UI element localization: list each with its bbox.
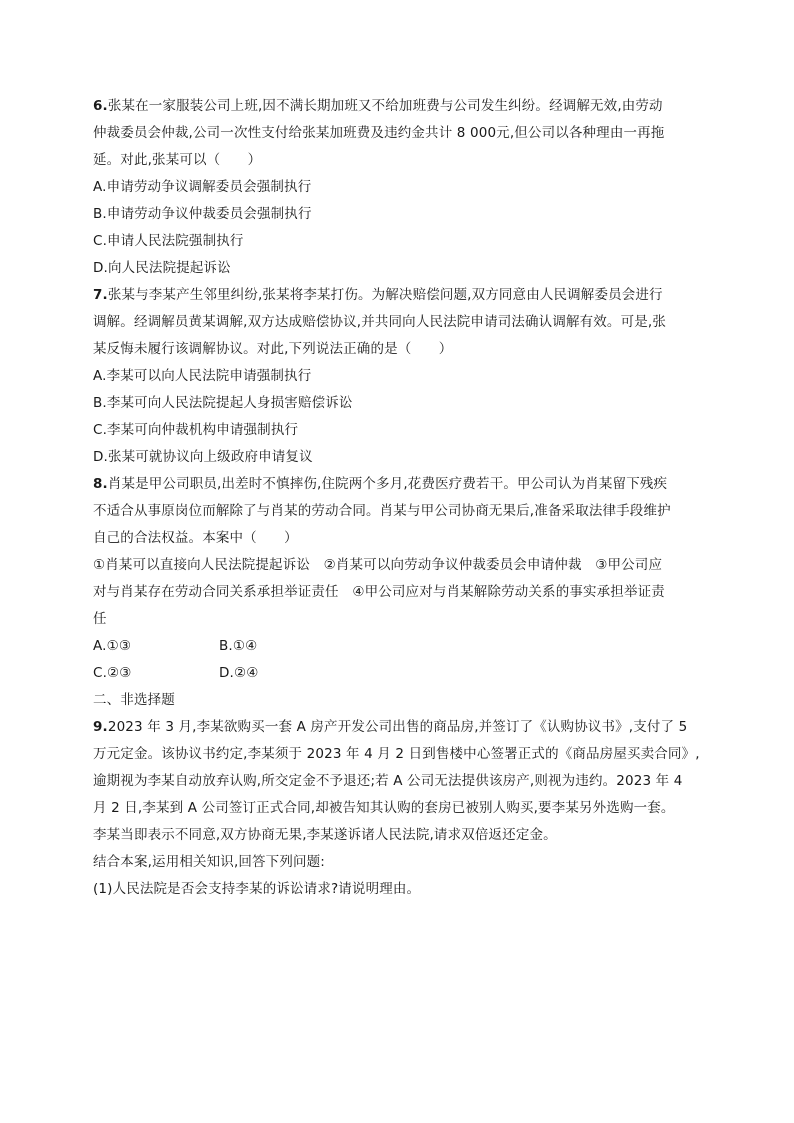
q8-statements-line-3: 任	[93, 611, 107, 627]
q8-statements-line-2: 对与肖某存在劳动合同关系承担举证责任 ④甲公司应对与肖某解除劳动关系的事实承担举证责	[93, 584, 665, 600]
q8-line-1: 8.肖某是甲公司职员,出差时不慎摔伤,住院两个多月,花费医疗费若干。甲公司认为肖某留下残疾	[93, 476, 668, 492]
document-page	[93, 93, 715, 903]
q8-option-c: C.②③	[93, 665, 132, 681]
q8-option-b: B.①④	[219, 638, 258, 654]
q8-line-3: 自己的合法权益。本案中（ ）	[93, 530, 298, 546]
q7-number: 7.	[93, 287, 108, 303]
q8-option-a: A.①③	[93, 638, 132, 654]
q7-option-c: C.李某可向仲裁机构申请强制执行	[93, 422, 299, 438]
q9-number: 9.	[93, 719, 108, 735]
q9-instruction: 结合本案,运用相关知识,回答下列问题:	[93, 854, 325, 870]
q6-option-c: C.申请人民法院强制执行	[93, 233, 244, 249]
q6-line-1: 6.张某在一家服装公司上班,因不满长期加班又不给加班费与公司发生纠纷。经调解无效,由劳动	[93, 98, 663, 114]
q7-line-1: 7.张某与李某产生邻里纠纷,张某将李某打伤。为解决赔偿问题,双方同意由人民调解委员会进行	[93, 287, 663, 303]
q6-option-b: B.申请劳动争议仲裁委员会强制执行	[93, 206, 312, 222]
q8-number: 8.	[93, 476, 108, 492]
q6-option-a: A.申请劳动争议调解委员会强制执行	[93, 179, 312, 195]
q6-line-3: 延。对此,张某可以（ ）	[93, 152, 262, 168]
q7-line-3: 某反悔未履行该调解协议。对此,下列说法正确的是（ ）	[93, 341, 453, 357]
q9-line-5: 李某当即表示不同意,双方协商无果,李某遂诉诸人民法院,请求双倍返还定金。	[93, 827, 557, 843]
q9-line-3: 逾期视为李某自动放弃认购,所交定金不予退还;若 A 公司无法提供该房产,则视为违约。2023 年 4	[93, 773, 683, 789]
q9-subquestion-1: (1)人民法院是否会支持李某的诉讼请求?请说明理由。	[93, 881, 421, 897]
q8-options-row-1	[93, 633, 715, 660]
q9-line-1: 9.2023 年 3 月,李某欲购买一套 A 房产开发公司出售的商品房,并签订了《认购协议书》,支付了 5	[93, 719, 688, 735]
q7-option-d: D.张某可就协议向上级政府申请复议	[93, 449, 313, 465]
q8-options-row-2	[93, 660, 715, 687]
q7-line-2: 调解。经调解员黄某调解,双方达成赔偿协议,并共同向人民法院申请司法确认调解有效。可是,张	[93, 314, 666, 330]
q6-option-d: D.向人民法院提起诉讼	[93, 260, 231, 276]
q9-line-4: 月 2 日,李某到 A 公司签订正式合同,却被告知其认购的套房已被别人购买,要李某另外选购一套。	[93, 800, 675, 816]
q6-number: 6.	[93, 98, 108, 114]
q9-line-2: 万元定金。该协议书约定,李某须于 2023 年 4 月 2 日到售楼中心签署正式的《商品房屋买卖合同》,	[93, 746, 700, 762]
q6-line-2: 仲裁委员会仲裁,公司一次性支付给张某加班费及违约金共计 8 000元,但公司以各种理由一再拖	[93, 125, 665, 141]
section-heading: 二、非选择题	[93, 692, 175, 708]
q7-option-a: A.李某可以向人民法院申请强制执行	[93, 368, 312, 384]
q7-option-b: B.李某可向人民法院提起人身损害赔偿诉讼	[93, 395, 353, 411]
q8-option-d: D.②④	[219, 665, 259, 681]
q8-line-2: 不适合从事原岗位而解除了与肖某的劳动合同。肖某与甲公司协商无果后,准备采取法律手段维护	[93, 503, 671, 519]
q8-statements-line-1: ①肖某可以直接向人民法院提起诉讼 ②肖某可以向劳动争议仲裁委员会申请仲裁 ③甲公司应	[93, 557, 663, 573]
